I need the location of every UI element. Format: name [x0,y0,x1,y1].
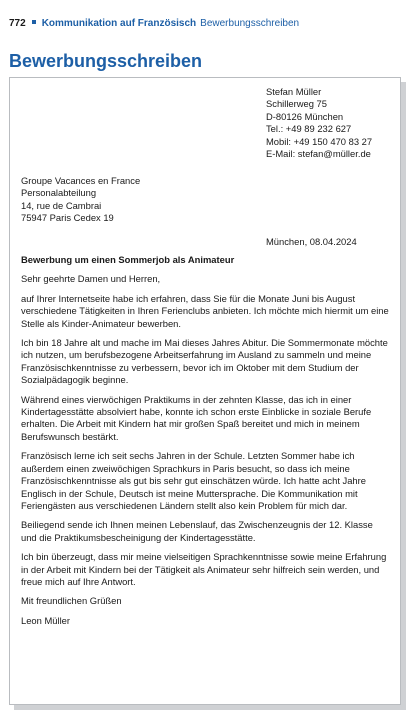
recipient-line: Groupe Vacances en France [21,175,141,186]
body-paragraph: Während eines vierwöchigen Praktikums in der zehnten Klasse, das ich in einer Kindertagesstätte absolviert habe, konnte ich schon erste Einblicke in soziale Berufe erhalten. Die Arbeit mit Kindern hat mir großen Spaß bereitet und mich in meinem Berufswunsch bestärkt. [21,393,372,442]
body-paragraph: Ich bin überzeugt, dass mir meine vielseitigen Sprachkenntnisse sowie meine Erfahrung in der Arbeit mit Kindern bei der Tätigkeit als Animateur sehr hilfreich sein werden, und freue mich auf Ihre Antwort. [21,551,387,587]
salutation: Sehr geehrte Damen und Herren, [21,273,161,285]
letter-sheet [9,77,401,705]
recipient-line: 75947 Paris Cedex 19 [21,212,114,224]
recipient-line: Personalabteilung [21,187,97,199]
running-head [9,18,299,30]
body-paragraph: auf Ihrer Internetseite habe ich erfahren, dass Sie für die Monate Juni bis August verschiedene Tätigkeiten in Ihren Ferienclubs anbieten. Ich möchte mich hiermit um eine Stelle als Kinder-Animateur bewerben. [21,292,389,329]
signature: Leon Müller [21,614,70,626]
body-paragraph: Ich bin 18 Jahre alt und mache im Mai dieses Jahres Abitur. Die Sommermonate möchte ich nutzen, um berufsbezogene Arbeitserfahrung im Ausland zu sammeln und meine Französischkenntnisse zu verbessern, bevor ich im Oktober mit dem Studium der Sozialpädagogik beginne. [21,337,388,386]
section-title: Bewerbungsschreiben [200,18,300,29]
closing: Mit freundlichen Grüßen [21,595,122,607]
sender-line: D-80126 München [266,110,344,122]
body-paragraph: Beiliegend sende ich Ihnen meinen Lebenslauf, das Zwischenzeugnis der 12. Klasse und die Praktikumsbescheinigung der Kindertagesstätte. [21,519,373,543]
sender-line: E-Mail: stefan@müller.de [266,148,371,160]
recipient-address [21,175,140,225]
letter-subject: Bewerbung um einen Sommerjob als Animateur [21,254,235,265]
body-paragraph: Französisch lerne ich seit sechs Jahren in der Schule. Letzten Sommer habe ich außerdem einen zweiwöchigen Sprachkurs in Paris besucht, so dass ich meine Französischkenntnisse als gut bis sehr gut einschätzen würde. Ich hatte acht Jahre Englisch in der Schule, Deutsch ist meine Muttersprache. Die Kommunikation mit Feriengästen aus verschiedenen Ländern stellt also kein Problem für mich dar. [21,450,366,511]
recipient-line: 14, rue de Cambrai [21,199,102,211]
sender-line: Stefan Müller [266,86,322,97]
sender-line: Schillerweg 75 [266,98,327,110]
letter-date: München, 08.04.2024 [266,236,357,247]
page-title: Bewerbungsschreiben [9,51,203,71]
sender-line: Tel.: +49 89 232 627 [266,123,352,135]
chapter-title: Kommunikation auf Französisch [41,18,197,29]
page-number: 772 [9,18,26,29]
sender-address [266,86,372,160]
bullet-square-icon [32,20,36,24]
letter-body [21,254,391,634]
sender-line: Mobil: +49 150 470 83 27 [266,135,373,147]
